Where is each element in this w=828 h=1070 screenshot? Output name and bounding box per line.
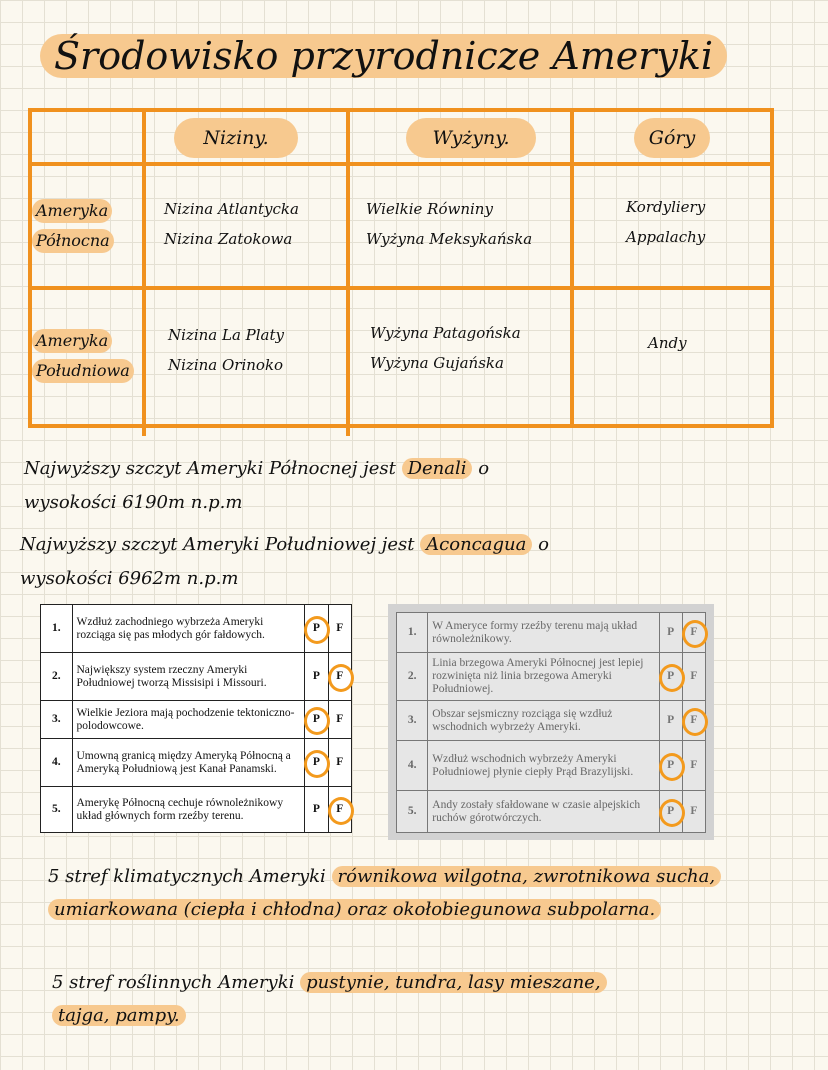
false-option-text: F	[690, 626, 698, 638]
quiz-row	[41, 787, 352, 833]
quiz-number	[397, 653, 428, 701]
quiz-statement-text: Największy system rzeczny Ameryki Południowej tworzą Missisipi i Missouri.	[76, 663, 267, 689]
true-option-text: P	[667, 805, 675, 817]
climate-zones: 5 stref klimatycznych Ameryki równikowa wilgotna, zwrotnikowa sucha, umiarkowana (ciepła i chłodna) oraz okołobiegunowa subpolarna.	[48, 860, 798, 926]
answer-circle	[682, 620, 708, 648]
quiz-statement	[428, 653, 659, 701]
quiz-number	[397, 613, 428, 653]
true-option[interactable]	[305, 701, 328, 739]
quiz-row	[397, 613, 706, 653]
quiz-table-2	[396, 612, 706, 833]
true-option[interactable]	[305, 653, 328, 701]
quiz-row	[397, 701, 706, 741]
false-option-text: F	[336, 622, 344, 634]
quiz-number-text: 1.	[51, 622, 61, 634]
false-option[interactable]	[328, 787, 351, 833]
true-option-text: P	[312, 803, 320, 815]
quiz-number-text: 5.	[407, 805, 417, 817]
quiz-number-text: 4.	[407, 759, 417, 771]
quiz-row	[41, 653, 352, 701]
quiz-statement-text: Amerykę Północną cechuje równoleżnikowy układ głównych form rzeźby terenu.	[76, 796, 284, 822]
quiz-number-text: 1.	[407, 626, 417, 638]
quiz-statement-text: Umowną granicą między Ameryką Północną a Ameryką Południową jest Kanał Panamski.	[76, 749, 291, 775]
false-option[interactable]	[682, 653, 705, 701]
false-option[interactable]	[328, 605, 351, 653]
quiz-photo-2	[388, 604, 714, 840]
highest-peak-north: Najwyższy szczyt Ameryki Północnej jest Denali o wysokości 6190m n.p.m	[24, 458, 490, 513]
quiz-number	[41, 787, 73, 833]
quiz-statement	[428, 741, 659, 791]
true-option[interactable]	[305, 787, 328, 833]
landforms-table	[28, 108, 774, 436]
quiz-statement	[72, 739, 305, 787]
quiz-statement	[72, 653, 305, 701]
quiz-statement-text: Wzdłuż wschodnich wybrzeży Ameryki Południowej płynie ciepły Prąd Brazylijski.	[432, 752, 634, 778]
quiz-number	[397, 701, 428, 741]
false-option[interactable]	[682, 701, 705, 741]
false-option-text: F	[336, 803, 344, 815]
answer-circle	[328, 664, 354, 692]
quiz-statement	[72, 787, 305, 833]
header-niziny: Niziny.	[174, 118, 298, 158]
false-option-text: F	[690, 759, 698, 771]
quiz-row	[41, 605, 352, 653]
quiz-statement-text: Linia brzegowa Ameryki Północnej jest lepiej rozwinięta niż linia brzegowa Ameryki Południowej.	[432, 657, 644, 695]
quiz-statement	[72, 701, 305, 739]
answer-circle	[659, 664, 685, 692]
false-option-text: F	[336, 670, 344, 682]
answer-circle	[328, 797, 354, 825]
true-option-text: P	[667, 714, 675, 726]
quiz-row	[397, 791, 706, 833]
quiz-number	[41, 701, 73, 739]
page-title: Środowisko przyrodnicze Ameryki	[40, 30, 790, 82]
quiz-number-text: 3.	[407, 714, 417, 726]
true-option[interactable]	[659, 701, 682, 741]
row-label-north-america: Ameryka Północna	[32, 196, 114, 256]
quiz-number-text: 3.	[51, 713, 61, 725]
cell-north-wyzyny: Wielkie Równiny Wyżyna Meksykańska	[366, 200, 533, 248]
true-option[interactable]	[659, 791, 682, 833]
true-option-text: P	[312, 622, 320, 634]
quiz-statement	[428, 791, 659, 833]
quiz-statement-text: Andy zostały sfałdowane w czasie alpejskich ruchów górotwórczych.	[432, 798, 641, 824]
true-option-text: P	[667, 670, 675, 682]
cell-north-gory: Kordyliery Appalachy	[626, 198, 706, 246]
vegetation-zones: 5 stref roślinnych Ameryki pustynie, tundra, lasy mieszane, tajga, pampy.	[52, 966, 652, 1032]
answer-circle	[304, 750, 330, 778]
header-gory: Góry	[634, 118, 710, 158]
false-option[interactable]	[328, 701, 351, 739]
false-option[interactable]	[682, 791, 705, 833]
cell-south-wyzyny: Wyżyna Patagońska Wyżyna Gujańska	[370, 324, 521, 372]
answer-circle	[304, 616, 330, 644]
false-option-text: F	[336, 713, 344, 725]
false-option[interactable]	[682, 741, 705, 791]
quiz-statement	[428, 613, 659, 653]
true-option-text: P	[312, 713, 320, 725]
true-option-text: P	[667, 626, 675, 638]
quiz-row	[41, 701, 352, 739]
false-option[interactable]	[682, 613, 705, 653]
true-option[interactable]	[305, 739, 328, 787]
quiz-number-text: 2.	[51, 670, 61, 682]
quiz-statement-text: Wzdłuż zachodniego wybrzeża Ameryki rozciąga się pas młodych gór fałdowych.	[76, 615, 265, 641]
cell-south-gory: Andy	[648, 334, 687, 352]
false-option-text: F	[690, 670, 698, 682]
quiz-number	[41, 605, 73, 653]
quiz-number-text: 2.	[407, 670, 417, 682]
quiz-statement-text: Obszar sejsmiczny rozciąga się wzdłuż wschodnich wybrzeży Ameryki.	[432, 707, 613, 733]
false-option[interactable]	[328, 653, 351, 701]
quiz-number	[41, 653, 73, 701]
quiz-statement-text: Wielkie Jeziora mają pochodzenie tektoniczno-polodowcowe.	[76, 706, 295, 732]
answer-circle	[659, 753, 685, 781]
quiz-row	[397, 653, 706, 701]
true-option[interactable]	[659, 653, 682, 701]
quiz-statement	[72, 605, 305, 653]
answer-circle	[682, 708, 708, 736]
quiz-statement	[428, 701, 659, 741]
header-wyzyny: Wyżyny.	[406, 118, 536, 158]
true-option-text: P	[312, 756, 320, 768]
cell-south-niziny: Nizina La Platy Nizina Orinoko	[168, 326, 285, 374]
quiz-statement-text: W Ameryce formy rzeźby terenu mają układ równoleżnikowy.	[432, 619, 638, 645]
true-option[interactable]	[659, 741, 682, 791]
true-option-text: P	[312, 670, 320, 682]
answer-circle	[659, 799, 685, 827]
false-option[interactable]	[328, 739, 351, 787]
answer-circle	[304, 707, 330, 735]
row-label-south-america: Ameryka Południowa	[32, 326, 134, 386]
quiz-table-1	[40, 604, 352, 833]
false-option-text: F	[690, 805, 698, 817]
true-option[interactable]	[659, 613, 682, 653]
quiz-row	[41, 739, 352, 787]
quiz-row	[397, 741, 706, 791]
quiz-number	[397, 741, 428, 791]
quiz-number-text: 4.	[51, 756, 61, 768]
false-option-text: F	[690, 714, 698, 726]
true-option-text: P	[667, 759, 675, 771]
true-option[interactable]	[305, 605, 328, 653]
quiz-number	[397, 791, 428, 833]
highest-peak-south: Najwyższy szczyt Ameryki Południowej jest Aconcagua o wysokości 6962m n.p.m	[20, 534, 549, 589]
false-option-text: F	[336, 756, 344, 768]
cell-north-niziny: Nizina Atlantycka Nizina Zatokowa	[164, 200, 299, 248]
quiz-number	[41, 739, 73, 787]
quiz-number-text: 5.	[51, 803, 61, 815]
